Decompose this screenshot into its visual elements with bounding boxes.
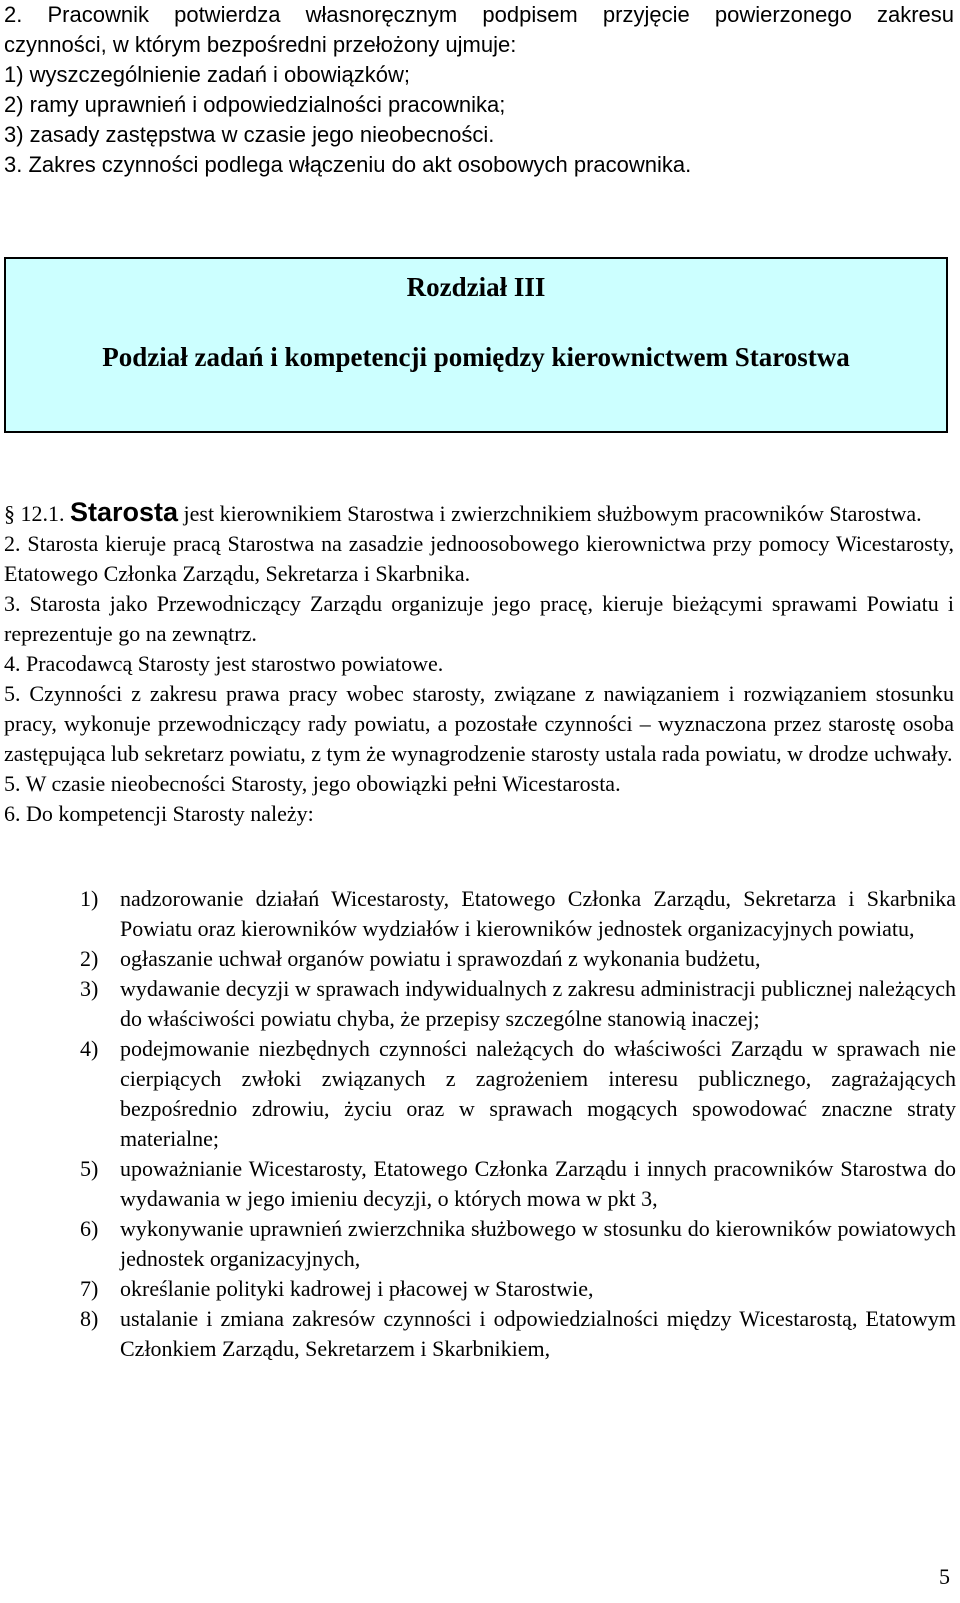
section-mark: § 12.1. <box>4 501 65 526</box>
intro-section <box>4 0 954 180</box>
list-item <box>80 944 956 974</box>
list-item <box>80 1214 956 1274</box>
paragraph-3: 3. Starosta jako Przewodniczący Zarządu organizuje jego pracę, kieruje bieżącymi sprawami Powiatu i reprezentuje go na zewnątrz. <box>4 591 954 646</box>
page-number: 5 <box>939 1564 950 1589</box>
list-item-text: nadzorowanie działań Wicestarosty, Etatowego Członka Zarządu, Sekretarza i Skarbnika Powiatu oraz kierowników wydziałów i kierowników jednostek organizacyjnych powiatu, <box>120 886 956 941</box>
intro-item-2-line-2: czynności, w którym bezpośredni przełożony ujmuje: <box>4 32 517 57</box>
paragraph-1 <box>4 497 954 529</box>
list-item-number: 6) <box>80 1216 99 1241</box>
paragraph-2: 2. Starosta kieruje pracą Starostwa na zasadzie jednoosobowego kierownictwa przy pomocy Wicestarosty, Etatowego Członka Zarządu, Sekretarza i Skarbnika. <box>4 531 954 586</box>
list-item-text: upoważnianie Wicestarosty, Etatowego Członka Zarządu i innych pracowników Starostwa do wydawania w jego imieniu decyzji, o których mowa w pkt 3, <box>120 1156 956 1211</box>
list-item-text: wydawanie decyzji w sprawach indywidualnych z zakresu administracji publicznej należących do właściwości powiatu chyba, że przepisy szczególne stanowią inaczej; <box>120 976 956 1031</box>
list-item <box>80 974 956 1034</box>
intro-item-3: 3. Zakres czynności podlega włączeniu do akt osobowych pracownika. <box>4 152 692 177</box>
list-item-number: 1) <box>80 886 99 911</box>
intro-subitem-3: 3) zasady zastępstwa w czasie jego nieobecności. <box>4 122 495 147</box>
list-item-number: 7) <box>80 1276 99 1301</box>
paragraph-5: 5. Czynności z zakresu prawa pracy wobec starosty, związane z nawiązaniem i rozwiązaniem stosunku pracy, wykonuje przewodniczący rady powiatu, a pozostałe czynności – wyznaczona przez starostę osoba zastępująca lub sekretarz powiatu, z tym że wynagrodzenie starosty ustala rada powiatu, w drodze uchwały. <box>4 681 954 766</box>
list-item-number: 2) <box>80 946 99 971</box>
list-item-text: ustalanie i zmiana zakresów czynności i odpowiedzialności między Wicestarostą, Etatowym Członkiem Zarządu, Sekretarzem i Skarbnikiem, <box>120 1306 956 1361</box>
paragraph-5b: 5. W czasie nieobecności Starosty, jego obowiązki pełni Wicestarosta. <box>4 771 621 796</box>
list-item-number: 8) <box>80 1306 99 1331</box>
section-12 <box>4 497 954 829</box>
paragraph-1-text: jest kierownikiem Starostwa i zwierzchnikiem służbowym pracowników Starostwa. <box>178 501 922 526</box>
chapter-heading-box <box>4 257 948 433</box>
list-item-number: 4) <box>80 1036 99 1061</box>
list-item <box>80 1274 956 1304</box>
list-item <box>80 1154 956 1214</box>
starosta-bold-term: Starosta <box>70 497 179 527</box>
list-item <box>80 1304 956 1364</box>
chapter-title: Podział zadań i kompetencji pomiędzy kierownictwem Starostwa <box>102 342 850 372</box>
list-item-text: ogłaszanie uchwał organów powiatu i sprawozdań z wykonania budżetu, <box>120 946 761 971</box>
competences-list <box>80 884 956 1364</box>
intro-subitem-1: 1) wyszczególnienie zadań i obowiązków; <box>4 62 410 87</box>
list-item-number: 3) <box>80 976 99 1001</box>
paragraph-6: 6. Do kompetencji Starosty należy: <box>4 801 314 826</box>
intro-subitem-2: 2) ramy uprawnień i odpowiedzialności pracownika; <box>4 92 506 117</box>
chapter-number: Rozdział III <box>406 272 546 302</box>
list-item-text: wykonywanie uprawnień zwierzchnika służbowego w stosunku do kierowników powiatowych jednostek organizacyjnych, <box>120 1216 956 1271</box>
intro-item-2-line-1: 2. Pracownik potwierdza własnoręcznym podpisem przyjęcie powierzonego zakresu <box>4 2 954 27</box>
paragraph-4: 4. Pracodawcą Starosty jest starostwo powiatowe. <box>4 651 444 676</box>
list-item <box>80 1034 956 1154</box>
list-item-text: podejmowanie niezbędnych czynności należących do właściwości Zarządu w sprawach nie cierpiących zwłoki związanych z zagrożeniem interesu publicznego, zagrażających bezpośrednio zdrowiu, życiu oraz w sprawach mogących spowodować znaczne straty materialne; <box>120 1036 956 1151</box>
list-item-number: 5) <box>80 1156 99 1181</box>
list-item-text: określanie polityki kadrowej i płacowej w Starostwie, <box>120 1276 594 1301</box>
list-item <box>80 884 956 944</box>
